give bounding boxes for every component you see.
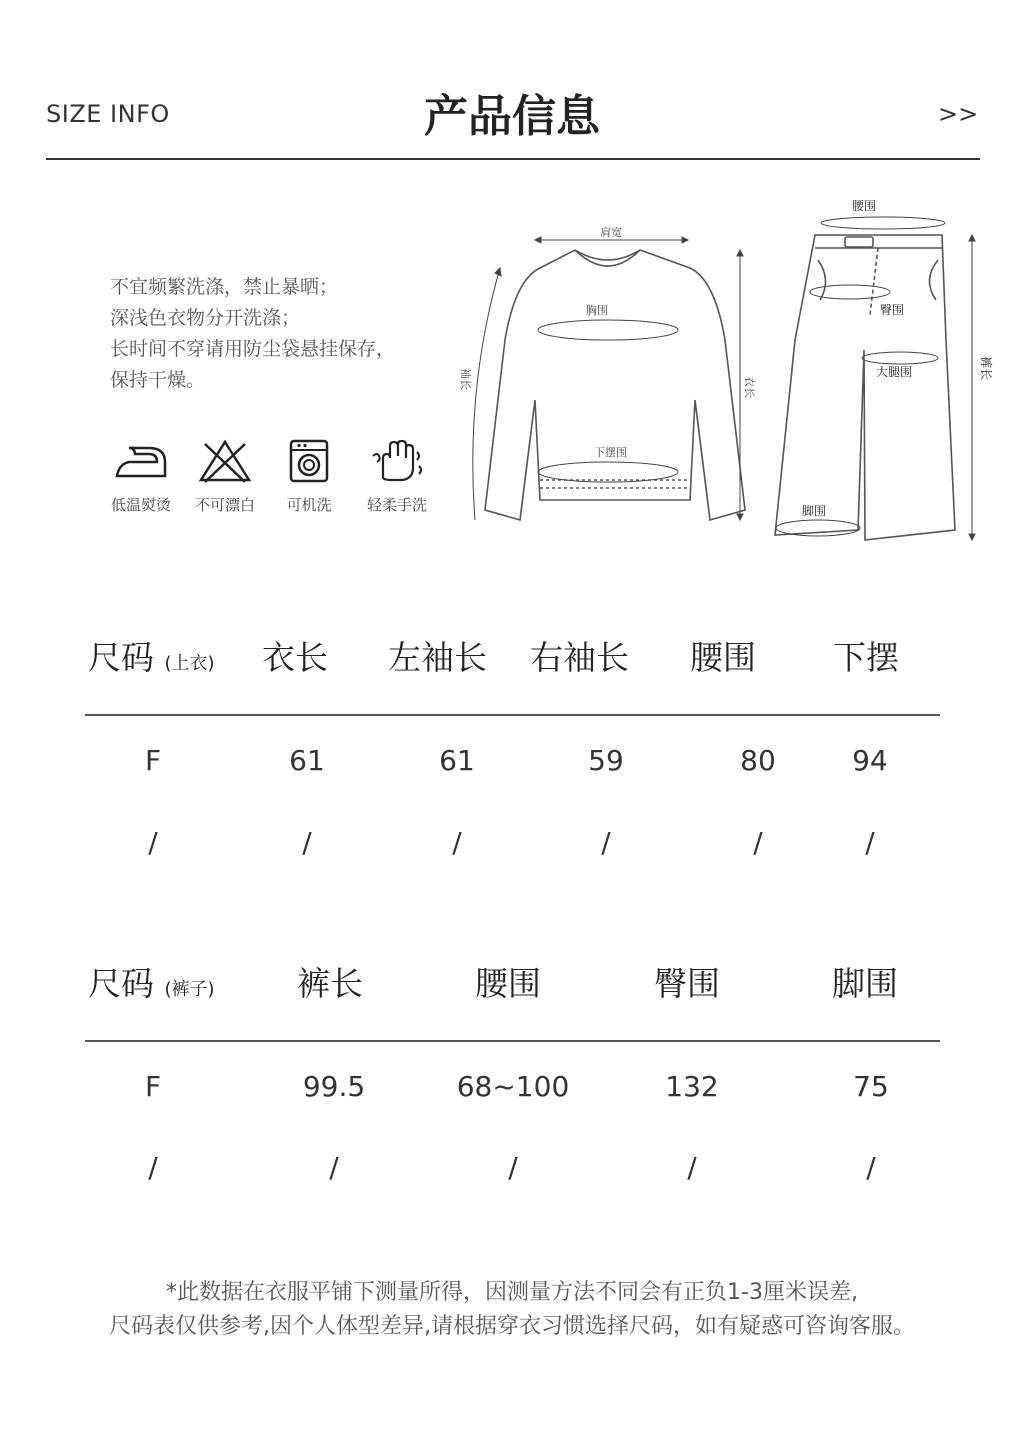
iron-icon — [109, 438, 173, 484]
col-header: 腰围 — [690, 638, 756, 677]
no-bleach-label: 不可漂白 — [194, 496, 255, 514]
care-instructions — [110, 272, 470, 396]
col-header: 臀围 — [654, 964, 720, 1003]
col-header: 衣长 — [262, 638, 328, 677]
care-icon-machine-wash — [264, 438, 354, 515]
size-label: 尺码 — [88, 964, 154, 1003]
table-cell: / — [753, 826, 763, 859]
table-cell: 68~100 — [456, 1070, 570, 1103]
col-header: 下摆 — [833, 638, 899, 677]
table-cell: 99.5 — [302, 1070, 366, 1103]
hand-wash-icon — [369, 438, 425, 484]
table-cell: / — [508, 1151, 518, 1184]
table-cell: / — [866, 1151, 876, 1184]
machine-wash-label: 可机洗 — [286, 496, 332, 514]
table-cell: 59 — [588, 744, 624, 777]
table-cell: / — [329, 1151, 339, 1184]
care-icon-no-bleach — [180, 438, 270, 515]
page-title: 产品信息 — [424, 91, 600, 142]
washing-machine-icon — [286, 438, 332, 484]
table-cell: F — [144, 744, 162, 777]
garment-measurement-diagram — [440, 190, 1000, 550]
col-header: 左袖长 — [388, 638, 487, 677]
table-cell: F — [144, 1070, 162, 1103]
col-header: 右袖长 — [530, 638, 629, 677]
hip-label: 臀围 — [880, 303, 905, 317]
table-cell: / — [601, 826, 611, 859]
pants-size-header — [88, 958, 215, 1005]
footnote-line: *此数据在衣服平铺下测量所得，因测量方法不同会有正负1-3厘米误差, — [166, 1280, 858, 1305]
sweater-measure-lines — [473, 237, 743, 520]
table-cell: 61 — [439, 744, 475, 777]
table-cell: / — [865, 826, 875, 859]
sweater-diagram — [485, 250, 745, 520]
hand-wash-label: 轻柔手洗 — [366, 496, 427, 514]
size-info-label: SIZE INFO — [46, 100, 170, 128]
footnote — [0, 1276, 1024, 1344]
shoulder-label: 肩宽 — [600, 226, 622, 239]
body-length-label: 衣长 — [743, 376, 756, 398]
table-cell: 80 — [740, 744, 776, 777]
table-cell: 61 — [289, 744, 325, 777]
sleeve-label: 袖长 — [459, 368, 472, 390]
table-cell: 94 — [852, 744, 888, 777]
care-line: 长时间不穿请用防尘袋悬挂保存， — [110, 338, 396, 360]
top-size-header — [88, 632, 215, 679]
footnote-line: 尺码表仅供参考,因个人体型差异,请根据穿衣习惯选择尺码，如有疑惑可咨询客服。 — [109, 1314, 915, 1339]
table-cell: / — [148, 1151, 158, 1184]
care-icon-iron — [96, 438, 186, 515]
table-cell: 75 — [853, 1070, 889, 1103]
care-line: 深浅色衣物分开洗涤； — [110, 307, 301, 329]
table-divider — [85, 714, 940, 716]
size-sub-label: (裤子) — [164, 979, 215, 1000]
pants-diagram — [775, 235, 955, 540]
size-sub-label: (上衣) — [164, 653, 215, 674]
col-header: 裤长 — [297, 964, 363, 1003]
table-cell: / — [687, 1151, 697, 1184]
care-line: 不宜频繁洗涤，禁止暴晒； — [110, 276, 339, 298]
table-cell: / — [302, 826, 312, 859]
care-line: 保持干燥。 — [110, 369, 206, 391]
col-header: 腰围 — [475, 964, 541, 1003]
iron-label: 低温熨烫 — [110, 496, 171, 514]
thigh-label: 大腿围 — [876, 365, 913, 379]
next-arrow[interactable]: >> — [938, 100, 979, 128]
table-divider — [85, 1040, 940, 1042]
hem-label: 下摆围 — [594, 446, 627, 459]
no-bleach-icon — [195, 438, 255, 484]
table-cell: / — [452, 826, 462, 859]
header-divider — [46, 158, 980, 160]
leg-opening-label: 脚围 — [802, 504, 827, 518]
table-cell: 132 — [665, 1070, 719, 1103]
care-icon-hand-wash — [352, 438, 442, 515]
chest-label: 胸围 — [586, 304, 608, 317]
table-cell: / — [148, 826, 158, 859]
col-header: 脚围 — [832, 964, 898, 1003]
size-label: 尺码 — [88, 638, 154, 677]
waist-label: 腰围 — [852, 199, 877, 213]
pants-length-label: 裤长 — [979, 356, 993, 381]
